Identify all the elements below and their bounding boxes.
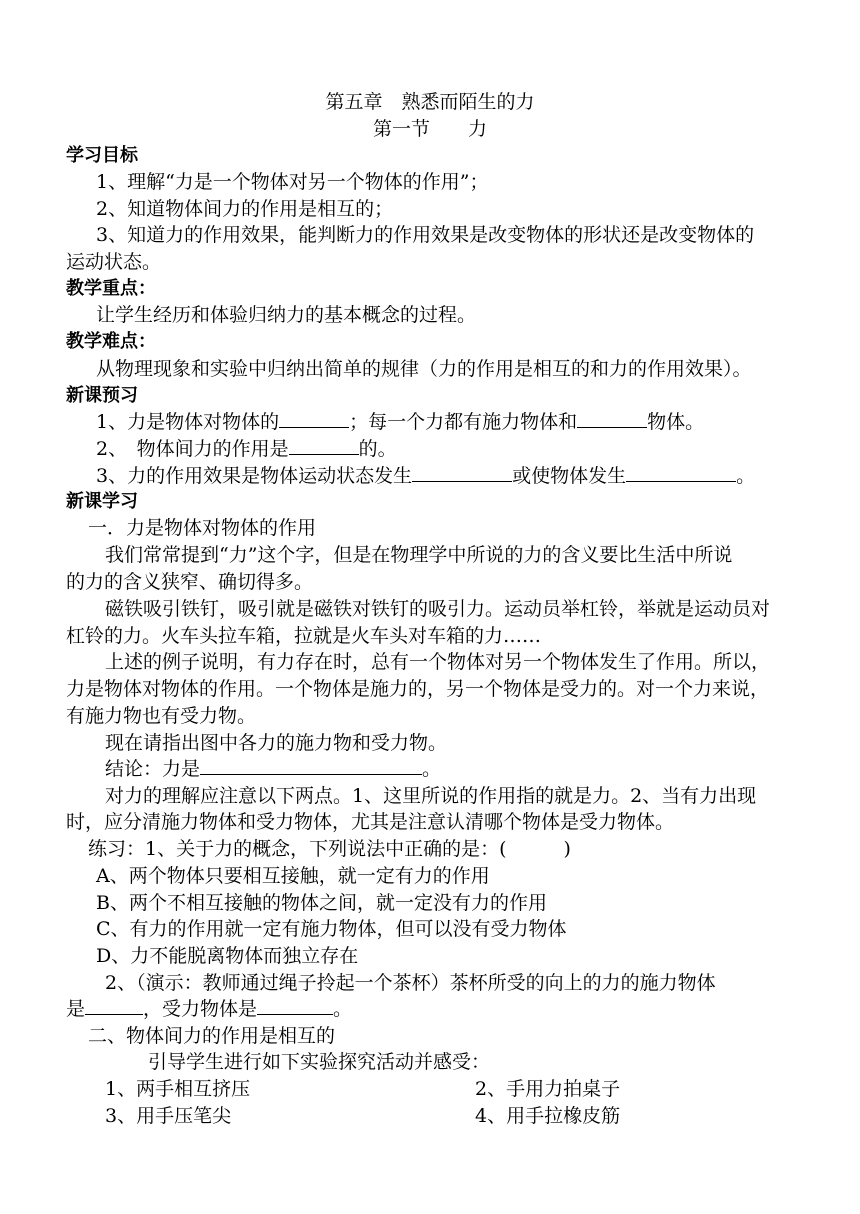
preview-q3: 3、力的作用效果是物体运动状态发生 或使物体发生 。 [96,465,756,487]
exercise-1: 练习：1、关于力的概念，下列说法中正确的是：( ) [88,838,571,860]
part1-title: 一．力是物体对物体的作用 [88,517,317,539]
para5-line1: 对力的理解应注意以下两点。1、这里所说的作用指的就是力。2、当有力出现 [105,785,757,807]
activity-3: 3、用手压笔尖 [105,1105,232,1127]
exercise-2-line1: 2、（演示：教师通过绳子拎起一个茶杯）茶杯所受的向上的力的施力物体 [105,972,716,994]
chapter-title: 第五章 熟悉而陌生的力 [325,91,535,113]
blank[interactable] [279,409,349,428]
goals-heading: 学习目标 [66,145,138,166]
lesson-heading: 新课学习 [66,491,138,512]
difficulty-text: 从物理现象和实验中归纳出简单的规律（力的作用是相互的和力的作用效果）。 [96,358,752,380]
para3-line3: 有施力物也有受力物。 [66,705,257,727]
conclusion: 结论：力是 。 [105,758,442,780]
goal-item-1: 1、理解“力是一个物体对另一个物体的作用”； [96,171,489,193]
key-point-heading: 教学重点： [66,278,156,299]
para5-line2: 时，应分清施力物体和受力物体，尤其是注意认清哪个物体是受力物体。 [66,811,675,833]
goal-item-3-cont: 运动状态。 [66,251,162,273]
activity-2: 2、手用力拍桌子 [475,1078,621,1100]
blank[interactable] [626,463,736,482]
preview-q2: 2、 物体间力的作用是 的。 [96,438,397,460]
option-d: D、力不能脱离物体而独立存在 [96,945,359,967]
para1-line1: 我们常常提到“力”这个字，但是在物理学中所说的力的含义要比生活中所说 [105,544,733,566]
blank[interactable] [412,463,512,482]
para2-line1: 磁铁吸引铁钉，吸引就是磁铁对铁钉的吸引力。运动员举杠铃，举就是运动员对 [105,598,771,620]
blank[interactable] [289,436,359,455]
guide-text: 引导学生进行如下实验探究活动并感受： [148,1051,491,1073]
part2-title: 二、物体间力的作用是相互的 [88,1025,336,1047]
blank[interactable] [85,996,143,1015]
para3-line2: 力是物体对物体的作用。一个物体是施力的，另一个物体是受力的。对一个力来说， [66,678,770,700]
exercise-2-line2: 是 ，受力物体是 。 [66,998,353,1020]
section-title: 第一节 力 [372,118,487,140]
activity-4: 4、用手拉橡皮筋 [475,1105,621,1127]
para3-line1: 上述的例子说明，有力存在时，总有一个物体对另一个物体发生了作用。所以， [105,651,771,673]
key-point-text: 让学生经历和体验归纳力的基本概念的过程。 [96,304,477,326]
goal-item-3: 3、知道力的作用效果，能判断力的作用效果是改变物体的形状还是改变物体的 [96,224,755,246]
para2-line2: 杠铃的力。火车头拉车箱，拉就是火车头对车箱的力…… [66,625,542,647]
activity-1: 1、两手相互挤压 [105,1078,251,1100]
preview-q1: 1、力是物体对物体的 ；每一个力都有施力物体和 物体。 [96,411,705,433]
blank[interactable] [200,756,422,775]
option-a: A、两个物体只要相互接触，就一定有力的作用 [96,865,490,887]
goal-item-2: 2、知道物体间力的作用是相互的； [96,198,394,220]
para4: 现在请指出图中各力的施力物和受力物。 [105,732,448,754]
option-c: C、有力的作用就一定有施力物体，但可以没有受力物体 [96,918,567,940]
preview-heading: 新课预习 [66,385,138,406]
option-b: B、两个不相互接触的物体之间，就一定没有力的作用 [96,892,547,914]
blank[interactable] [257,996,333,1015]
blank[interactable] [577,409,647,428]
difficulty-heading: 教学难点： [66,331,156,352]
para1-line2: 的力的含义狭窄、确切得多。 [66,571,314,593]
